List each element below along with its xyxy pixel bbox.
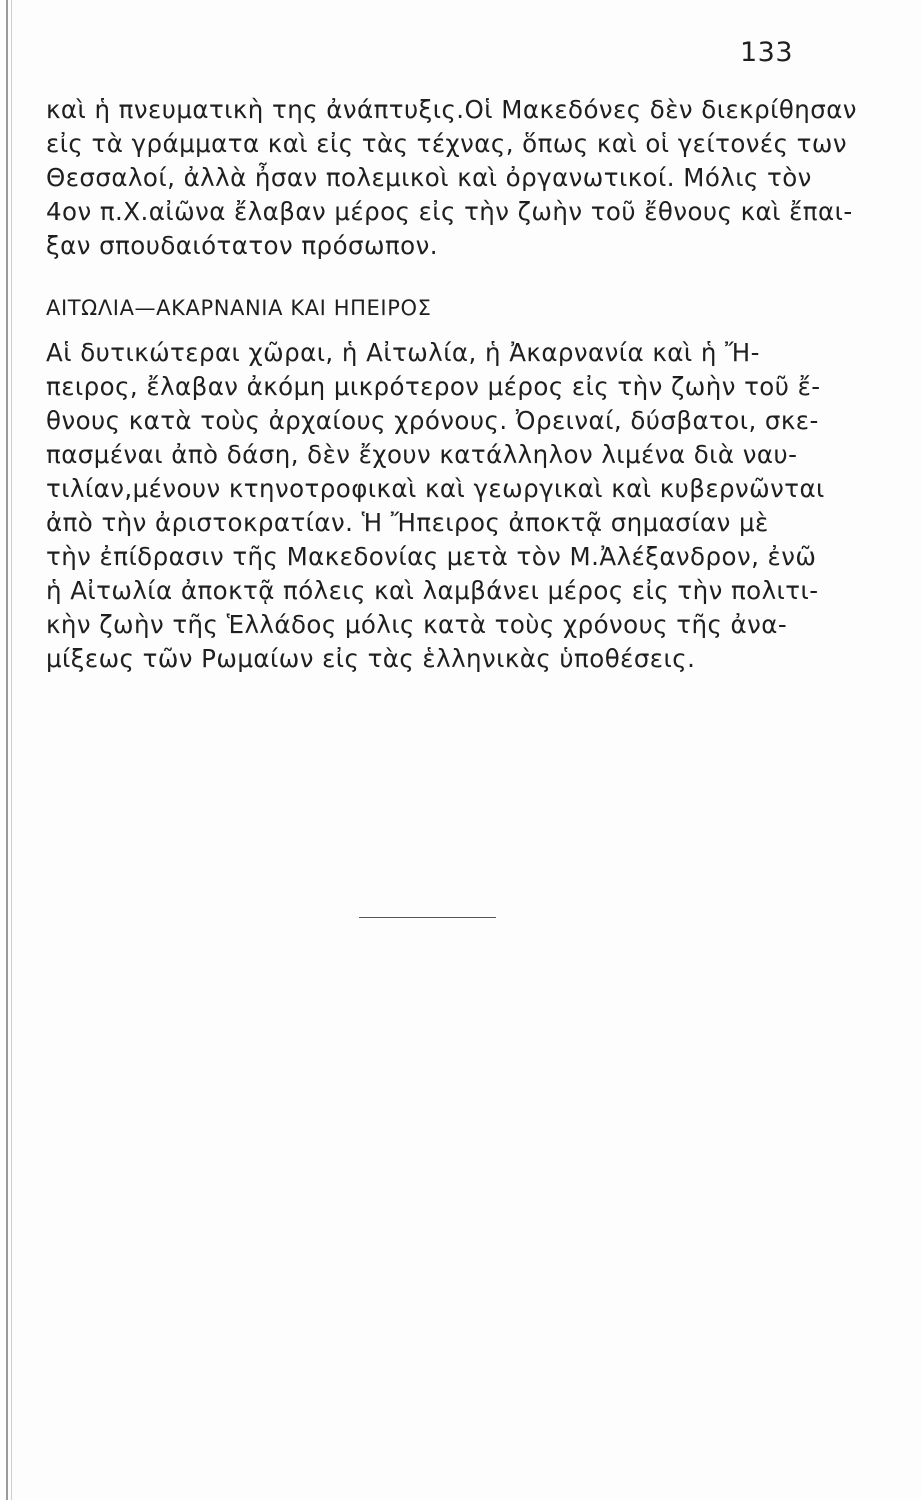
binding-edge [6,0,8,1500]
text-line: Θεσσαλοί, ἀλλὰ ἦσαν πολεμικοὶ καὶ ὀργανωτικοί. Μόλις τὸν [46,163,812,192]
text-line: τὴν ἐπίδρασιν τῆς Μακεδονίας μετὰ τὸν Μ.Ἀλέξανδρον, ἐνῶ [46,542,817,571]
paragraph-2 [46,336,825,676]
text-line: Αἱ δυτικώτεραι χῶραι, ἡ Αἰτωλία, ἡ Ἀκαρνανία καὶ ἡ Ἤ- [46,338,760,367]
text-line: ξαν σπουδαιότατον πρόσωπον. [46,231,438,260]
text-line: 4ον π.Χ.αἰῶνα ἔλαβαν μέρος εἰς τὴν ζωὴν τοῦ ἔθνους καὶ ἔπαι- [46,197,853,226]
paragraph-1 [46,93,857,263]
section-heading: ΑΙΤΩΛΙΑ—ΑΚΑΡΝΑΝΙΑ ΚΑΙ ΗΠΕΙΡΟΣ [46,296,432,320]
text-line: κὴν ζωὴν τῆς Ἑλλάδος μόλις κατὰ τοὺς χρόνους τῆς ἀνα- [46,610,788,639]
text-line: ἡ Αἰτωλία ἀποκτᾷ πόλεις καὶ λαμβάνει μέρος εἰς τὴν πολιτι- [46,576,819,605]
text-line: καὶ ἡ πνευματικὴ της ἀνάπτυξις.Οἱ Μακεδόνες δὲν διεκρίθησαν [46,95,857,124]
page-number: 133 [740,37,794,68]
text-line: πειρος, ἔλαβαν ἀκόμη μικρότερον μέρος εἰς τὴν ζωὴν τοῦ ἔ- [46,372,821,401]
text-line: τιλίαν,μένουν κτηνοτροφικαὶ καὶ γεωργικαὶ καὶ κυβερνῶνται [46,474,825,503]
binding-edge-shadow [11,0,12,1500]
text-line: πασμέναι ἀπὸ δάση, δὲν ἔχουν κατάλληλον λιμένα διὰ ναυ- [46,440,798,469]
text-line: θνους κατὰ τοὺς ἀρχαίους χρόνους. Ὀρειναί, δύσβατοι, σκε- [46,406,819,435]
text-line: εἰς τὰ γράμματα καὶ εἰς τὰς τέχνας, ὅπως καὶ οἱ γείτονές των [46,129,847,158]
text-line: ἀπὸ τὴν ἀριστοκρατίαν. Ἡ Ἤπειρος ἀποκτᾷ σημασίαν μὲ [46,508,769,537]
end-of-chapter-rule [359,917,496,918]
text-line: μίξεως τῶν Ρωμαίων εἰς τὰς ἑλληνικὰς ὑποθέσεις. [46,644,696,673]
